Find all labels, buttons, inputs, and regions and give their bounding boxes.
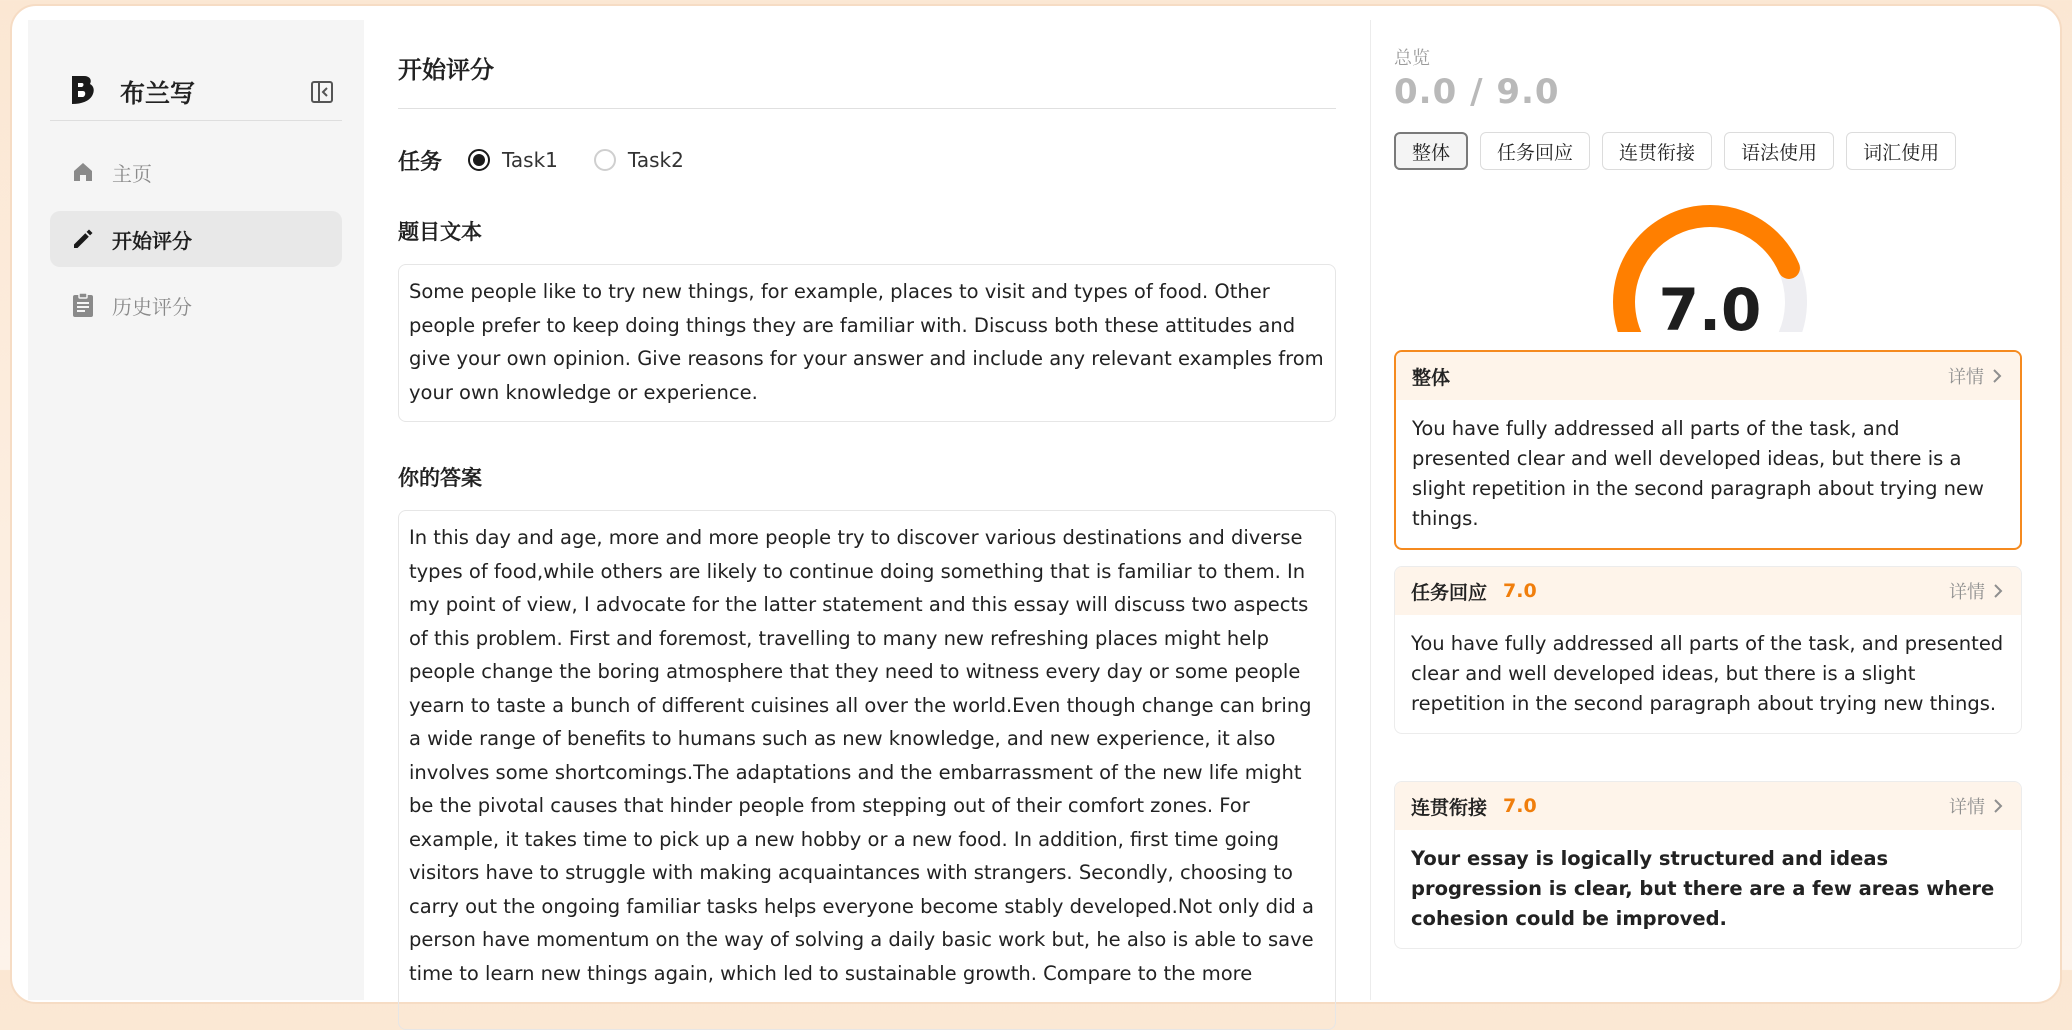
score-gauge — [1590, 202, 1830, 344]
tab-task-response[interactable]: 任务回应 — [1480, 132, 1590, 170]
details-link[interactable]: 详情 — [1948, 352, 2002, 400]
sidebar-collapse-icon[interactable] — [310, 80, 334, 104]
criteria-tabs — [1394, 132, 1968, 170]
sidebar — [28, 20, 364, 1000]
feedback-card-task-response[interactable] — [1394, 566, 2022, 734]
task1-label: Task1 — [502, 148, 558, 172]
feedback-card-coherence[interactable] — [1394, 781, 2022, 949]
sidebar-item-label: 历史评分 — [112, 294, 192, 319]
answer-text-area[interactable]: In this day and age, more and more people try to discover various destinations and diverse types of food,while others are likely to continue doing something that is familiar to them. In my point of view, I advocate for the latter statement and this essay will discuss two aspects of this problem. First and foremost, travelling to many new refreshing places might help people change the boring atmosphere that they need to witness every day or some people yearn to taste a bunch of different cuisines all over the world.Even though change can bring a wide range of benefits to humans such as new knowledge, and new experience, it also involves some shortcomings.The adaptations and the embarrassment of the new life might be the pivotal causes that hinder people from stepping out of their comfort zones. For example, it takes time to pick up a new hobby or a new food. In addition, first time going visitors have to struggle with making acquaintances with strangers. Secondly, choosing to carry out the ongoing familiar tasks helps everyone become stably developed.Not only did a person have momentum on the way of solving a daily basic work but, he also is able to save time to learn new things again, which led to sustainable growth. Compare to the more — [398, 510, 1336, 1030]
prompt-text-box[interactable]: Some people like to try new things, for example, places to visit and types of food. Other people prefer to keep doing things they are familiar with. Discuss both these attitudes and give your own opinion. Give reasons for your answer and include any relevant examples from your own knowledge or experience. — [398, 264, 1336, 422]
radio-dot[interactable] — [594, 149, 616, 171]
task-label: 任务 — [398, 149, 443, 175]
tab-overall[interactable]: 整体 — [1394, 132, 1468, 170]
panel-divider — [1370, 20, 1371, 1000]
task1-radio[interactable] — [468, 148, 558, 172]
sidebar-item-label: 开始评分 — [112, 228, 192, 253]
page-title: 开始评分 — [398, 56, 494, 84]
gauge-value: 7.0 — [1658, 276, 1762, 344]
pencil-icon — [70, 226, 96, 252]
home-icon — [70, 159, 96, 185]
sidebar-item-label: 主页 — [112, 161, 152, 186]
answer-label: 你的答案 — [398, 466, 482, 490]
card-score: 7.0 — [1503, 580, 1537, 602]
card-title: 整体 — [1412, 366, 1451, 389]
chevron-right-icon — [1993, 583, 2003, 599]
card-title: 连贯衔接 — [1411, 796, 1488, 819]
card-title: 任务回应 — [1411, 581, 1488, 604]
card-header — [1395, 782, 2021, 830]
task-selector — [398, 144, 720, 176]
prompt-label: 题目文本 — [398, 220, 482, 244]
clipboard-icon — [70, 292, 96, 318]
tab-grammar[interactable]: 语法使用 — [1724, 132, 1834, 170]
details-link[interactable]: 详情 — [1949, 567, 2003, 615]
sidebar-item-home[interactable] — [50, 144, 342, 200]
task2-label: Task2 — [627, 148, 684, 172]
tab-coherence[interactable]: 连贯衔接 — [1602, 132, 1712, 170]
app-name: 布兰写 — [120, 79, 196, 108]
logo-icon — [70, 74, 96, 106]
card-header — [1396, 352, 2020, 400]
task2-radio[interactable] — [594, 148, 684, 172]
radio-dot[interactable] — [468, 149, 490, 171]
details-link[interactable]: 详情 — [1949, 782, 2003, 830]
card-score: 7.0 — [1503, 795, 1537, 817]
sidebar-item-history[interactable] — [50, 277, 342, 333]
overview-score: 0.0 / 9.0 — [1394, 72, 1560, 112]
brand — [28, 50, 364, 130]
feedback-card-overall[interactable] — [1394, 350, 2022, 550]
sidebar-item-start-scoring[interactable] — [50, 211, 342, 267]
card-text: You have fully addressed all parts of the task, and presented clear and well developed ideas, but there is a slight repetition in the second paragraph about trying new things. — [1412, 417, 1984, 530]
sidebar-divider — [50, 120, 342, 121]
chevron-right-icon — [1993, 798, 2003, 814]
tab-lexical[interactable]: 词汇使用 — [1846, 132, 1956, 170]
card-header — [1395, 567, 2021, 615]
card-text: Your essay is logically structured and ideas progression is clear, but there are a few areas where cohesion could be improved. — [1411, 847, 1995, 930]
title-divider — [398, 108, 1336, 109]
overview-label: 总览 — [1394, 48, 1430, 69]
card-text: You have fully addressed all parts of the task, and presented clear and well developed ideas, but there is a slight repetition in the second paragraph about trying new things. — [1411, 632, 2004, 715]
chevron-right-icon — [1992, 368, 2002, 384]
